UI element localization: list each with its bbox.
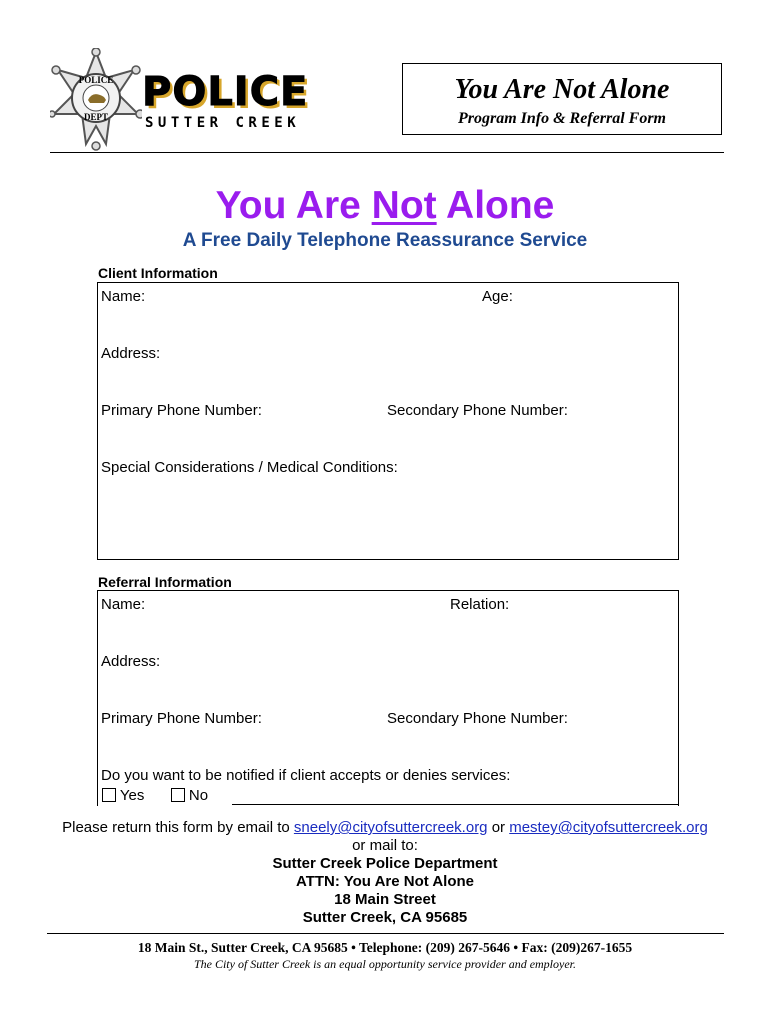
mail-address-line-1: Sutter Creek Police Department — [272, 855, 498, 872]
header-box-title: You Are Not Alone — [454, 74, 670, 105]
client-info-box — [97, 282, 679, 560]
no-checkbox[interactable] — [171, 788, 185, 802]
referral-secondary-phone-label: Secondary Phone Number: — [387, 710, 568, 727]
title-part-3: Alone — [436, 184, 555, 227]
footer-divider — [47, 933, 724, 934]
client-age-label: Age: — [482, 288, 513, 305]
yes-label: Yes — [119, 787, 145, 804]
client-primary-phone-label: Primary Phone Number: — [101, 402, 262, 419]
title-not-underlined: Not — [371, 184, 437, 227]
referral-primary-phone-label: Primary Phone Number: — [101, 710, 262, 727]
logo-city-name: SUTTER CREEK — [145, 115, 301, 131]
return-prefix: Please return this form by email to — [62, 819, 294, 836]
email-link-mestey[interactable]: mestey@cityofsuttercreek.org — [509, 819, 708, 836]
badge-bottom-text: DEPT — [83, 112, 109, 122]
notify-question: Do you want to be notified if client accepts or denies services: — [101, 767, 511, 784]
client-section-heading: Client Information — [98, 265, 218, 281]
page-title — [0, 183, 770, 229]
or-mail-to: or mail to: — [352, 837, 418, 854]
referral-section-heading: Referral Information — [98, 574, 232, 590]
badge-top-text: POLICE — [78, 75, 114, 85]
referral-address-label: Address: — [101, 653, 161, 670]
client-name-label: Name: — [101, 288, 146, 305]
mail-address-line-2: ATTN: You Are Not Alone — [295, 873, 475, 890]
logo-police-wordmark: POLICE — [142, 69, 309, 115]
police-badge-logo — [50, 48, 142, 152]
client-secondary-phone-label: Secondary Phone Number: — [387, 402, 568, 419]
client-address-label: Address: — [101, 345, 161, 362]
mail-address-line-4: Sutter Creek, CA 95685 — [302, 909, 468, 926]
no-label: No — [188, 787, 209, 804]
header-divider — [50, 152, 724, 153]
footer-contact-info: 18 Main St., Sutter Creek, CA 95685 • Telephone: (209) 267-5646 • Fax: (209)267-1655 — [137, 940, 633, 955]
referral-relation-label: Relation: — [450, 596, 510, 613]
referral-name-label: Name: — [101, 596, 146, 613]
header-title-box — [402, 63, 722, 135]
footer-equal-opportunity: The City of Sutter Creek is an equal opportunity service provider and employer. — [193, 957, 577, 971]
page-subtitle: A Free Daily Telephone Reassurance Service — [182, 230, 588, 251]
mail-address-line-3: 18 Main Street — [334, 891, 436, 908]
notify-options — [102, 787, 208, 805]
client-special-considerations-label: Special Considerations / Medical Conditions: — [101, 459, 398, 476]
return-or: or — [487, 819, 510, 836]
email-link-sneely[interactable]: sneely@cityofsuttercreek.org — [293, 819, 488, 836]
notify-blank-line — [232, 804, 678, 805]
return-instructions — [0, 819, 770, 837]
title-part-1: You Are — [215, 184, 372, 227]
header-box-subtitle: Program Info & Referral Form — [457, 110, 666, 127]
yes-checkbox[interactable] — [102, 788, 116, 802]
